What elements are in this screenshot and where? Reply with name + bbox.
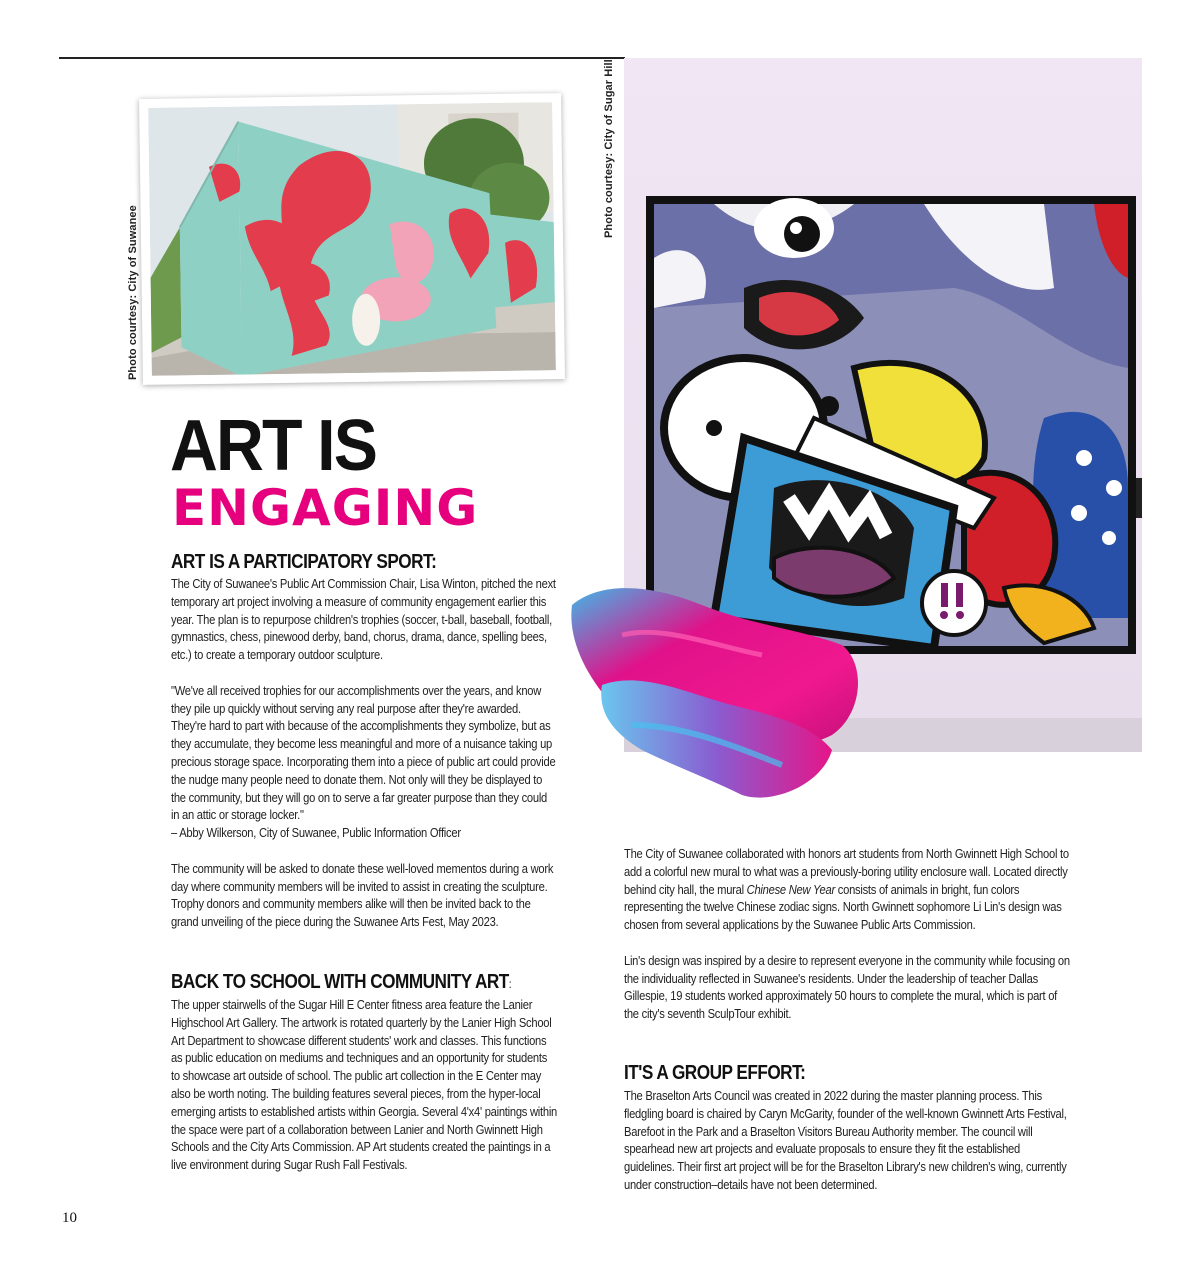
participatory-body	[171, 575, 558, 931]
mural-paragraph-2: Lin's design was inspired by a desire to represent everyone in the community while focusing on the individuality reflected in Suwanee's residents. Under the leadership of teacher Dallas Gillespie, 19 students worked approximately 50 hours to complete the mural, which is part of the city's seventh SculpTour exhibit.	[624, 952, 1070, 1022]
section-title-group-effort: IT'S A GROUP EFFORT:	[624, 1062, 806, 1084]
top-rule	[59, 57, 625, 59]
mural-title: Chinese New Year	[746, 881, 835, 897]
back-to-school-paragraph: The upper stairwells of the Sugar Hill E Center fitness area feature the Lanier Highschool Art Gallery. The artwork is rotated quarterly by the Lanier High School Art Department to showcase different students' work and classes. This functions as public education on mediums and techniques and an opportunity for students to showcase art outside of school. The public art collection in the E Center may also be worth noting. The building features several pieces, from the hyper-local emerging artists to established artists within Georgia. Several 4'x4' paintings within the space were part of a collaboration between Lanier and North Gwinnett High Schools and the City Arts Commission. AP Art students created the paintings in a live environment during Sugar Rush Fall Festivals.	[171, 997, 558, 1173]
page-number: 10	[62, 1210, 77, 1226]
section-title-participatory: ART IS A PARTICIPATORY SPORT:	[171, 551, 437, 573]
paint-smear-decoration	[562, 575, 867, 810]
photo-credit-suwanee: Photo courtesy: City of Suwanee	[127, 205, 139, 380]
headline-art-is: ART IS	[170, 406, 377, 486]
back-to-school-title-text: BACK TO SCHOOL WITH COMMUNITY ART	[171, 971, 509, 993]
participatory-paragraph-3: The community will be asked to donate these well-loved mementos during a work day where community members will be invited to assist in creating the sculpture. Trophy donors and community members alike will then be invited back to the grand unveiling of the piece during the Suwanee Arts Fest, May 2023.	[171, 860, 554, 930]
mural-paragraph-1	[624, 845, 1071, 934]
section-title-back-to-school	[171, 971, 511, 994]
group-effort-body	[624, 1087, 1071, 1194]
participatory-quote: "We've all received trophies for our accomplishments over the years, and know they pile up quickly without serving any real purpose after they're awarded. They're hard to part with because of the accomplishments they symbolize, but as they accumulate, they become less meaningful and more of a nuisance taking up precious storage space. Incorporating them into a piece of public art could provide the nudge many people need to donate them. Not only will they be displayed to the community, but they will go on to serve a far greater purpose than they could in an attic or storage locker."	[171, 682, 556, 823]
photo-credit-sugar-hill: Photo courtesy: City of Sugar Hill	[603, 59, 615, 238]
mural-paragraph-1-part-a: The City of Suwanee collaborated with honors art students from North Gwinnett High School to add a colorful new mural to what was a previously-boring utility enclosure wall. Located directly behind city hall, the mural	[624, 846, 1069, 897]
back-to-school-body	[171, 996, 558, 1174]
headline-engaging: ENGAGING	[172, 479, 479, 537]
mural-body	[624, 845, 1071, 1023]
participatory-paragraph-1: The City of Suwanee's Public Art Commission Chair, Lisa Winton, pitched the next temporary art project involving a measure of community engagement earlier this year. The plan is to repurpose children's trophies (soccer, t-ball, baseball, football, gymnastics, chess, pinewood derby, band, chorus, drama, dance, spelling bees, etc.) to create a temporary outdoor sculpture.	[171, 576, 556, 663]
group-effort-paragraph: The Braselton Arts Council was created in 2022 during the master planning process. This fledgling board is chaired by Caryn McGarity, founder of the well-known Gwinnett Arts Festival, Barefoot in the Park and a Braselton Visitors Bureau Authority member. The council will spearhead new art projects and evaluate proposals to ensure they fit the established guidelines. Their first art project will be for the Braselton Library's new children's wing, currently under construction–details have not been determined.	[624, 1088, 1067, 1192]
participatory-quote-attribution: – Abby Wilkerson, City of Suwanee, Public Information Officer	[171, 825, 461, 841]
mural-photo	[139, 93, 565, 385]
back-to-school-title-suffix: :	[508, 977, 512, 991]
mural-paragraph-1-part-b: consists of animals in bright, fun colors representing the twelve Chinese zodiac signs. North Gwinnett sophomore Li Lin's design was chosen from several applications by the Suwanee Public Arts Commission.	[624, 881, 1062, 933]
